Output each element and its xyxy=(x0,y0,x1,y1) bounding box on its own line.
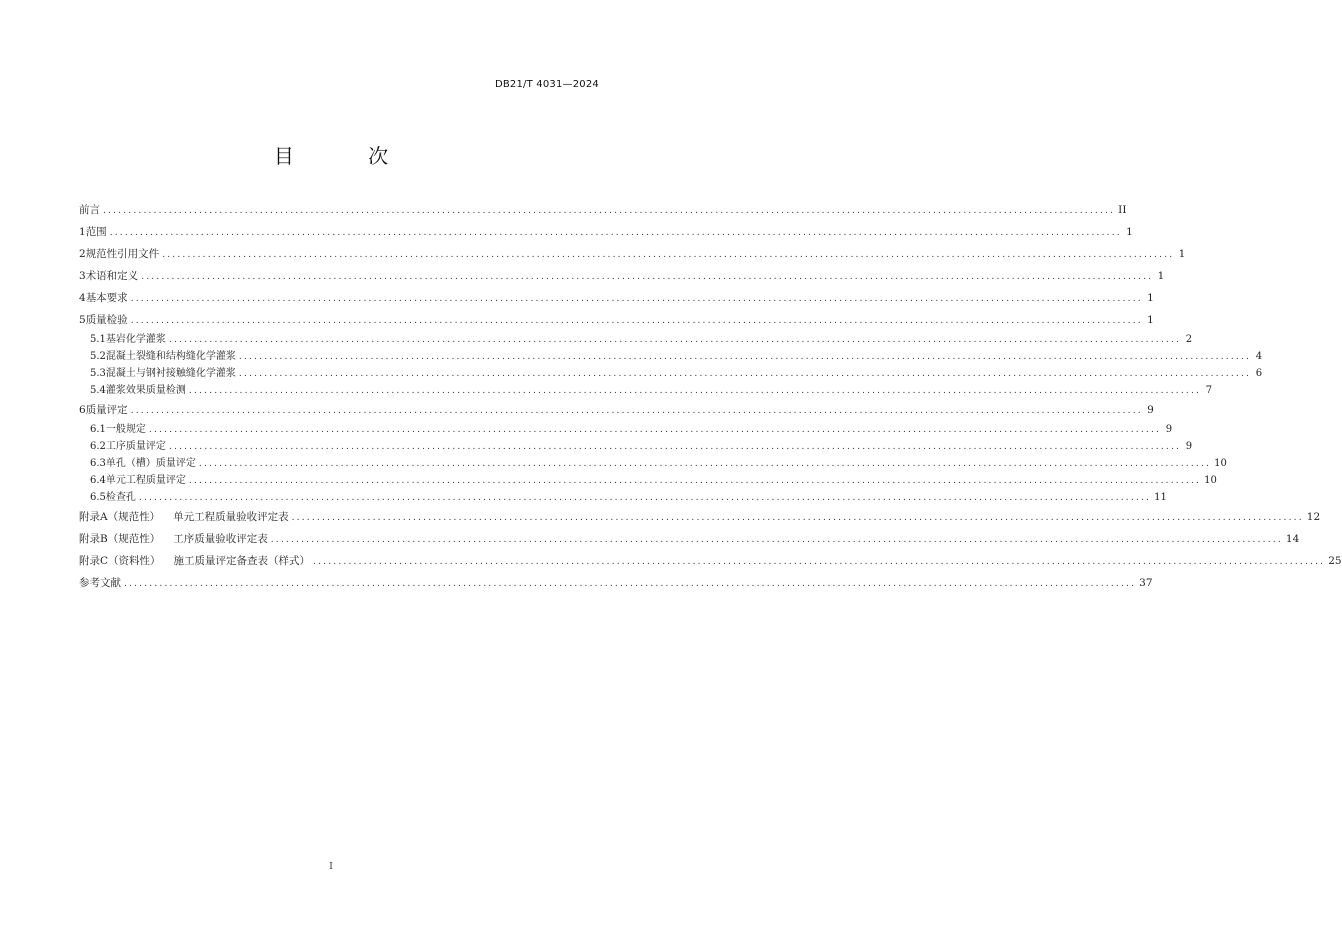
toc-entry-label: 灌浆效果质量检测 xyxy=(105,385,186,396)
toc-entry-page: 1 xyxy=(1147,314,1154,326)
toc-entry-page: 1 xyxy=(1147,292,1154,304)
toc-entry-number: 附录A（规范性） xyxy=(79,511,161,523)
toc-entry-page: II xyxy=(1118,204,1127,216)
toc-entry-number: 附录B（规范性） xyxy=(79,533,161,545)
table-of-contents xyxy=(79,199,1342,594)
toc-entry[interactable] xyxy=(79,221,1133,243)
toc-entry[interactable] xyxy=(79,489,1167,506)
toc-entry-label: 范围 xyxy=(85,226,107,238)
toc-entry-number: 5 xyxy=(79,314,86,326)
toc-entry[interactable] xyxy=(79,382,1213,399)
toc-entry[interactable] xyxy=(79,572,1153,594)
toc-entry-page: 1 xyxy=(1126,226,1133,238)
toc-entry-number: 5.2 xyxy=(90,351,106,362)
toc-entry[interactable] xyxy=(79,243,1186,265)
toc-entry[interactable] xyxy=(79,528,1300,550)
toc-entry[interactable] xyxy=(79,399,1154,421)
toc-entry-label: 质量评定 xyxy=(85,404,128,416)
toc-entry-label: 规范性引用文件 xyxy=(85,248,160,260)
toc-entry-page: 2 xyxy=(1185,334,1193,345)
page-title: 目 次 xyxy=(273,144,423,168)
dot-leader: ........................................................................................................................................................................................................ xyxy=(130,316,1143,326)
dot-leader: ........................................................................................................................................................................................................ xyxy=(141,272,1154,282)
toc-entry-number: 5.3 xyxy=(90,368,106,379)
toc-entry-label: 一般规定 xyxy=(105,424,146,435)
toc-entry[interactable] xyxy=(79,506,1321,528)
page-number: I xyxy=(329,862,333,872)
toc-entry-number: 2 xyxy=(79,248,86,260)
toc-entry-label: 参考文献 xyxy=(79,577,121,589)
toc-entry-number: 6 xyxy=(79,404,86,416)
toc-entry-page: 25 xyxy=(1328,555,1342,567)
toc-entry[interactable] xyxy=(79,199,1127,221)
toc-entry-number: 6.5 xyxy=(90,492,106,503)
dot-leader: ........................................................................................................................................................................................................ xyxy=(162,250,1175,260)
toc-entry-label: 检查孔 xyxy=(105,492,136,503)
dot-leader: ........................................................................................................................................................................................................ xyxy=(313,557,1326,567)
toc-entry-label: 单元工程质量验收评定表 xyxy=(173,511,289,523)
dot-leader: ........................................................................................................................................................................................................ xyxy=(138,493,1152,503)
dot-leader: ........................................................................................................................................................................................................ xyxy=(130,294,1143,304)
toc-entry[interactable] xyxy=(79,348,1263,365)
toc-entry-page: 37 xyxy=(1139,577,1153,589)
dot-leader: ........................................................................................................................................................................................................ xyxy=(148,425,1162,435)
toc-entry[interactable] xyxy=(79,421,1173,438)
toc-entry-label: 术语和定义 xyxy=(85,270,139,282)
toc-entry-page: 10 xyxy=(1214,458,1227,469)
toc-entry-page: 4 xyxy=(1255,351,1263,362)
dot-leader: ........................................................................................................................................................................................................ xyxy=(109,228,1122,238)
toc-entry[interactable] xyxy=(79,550,1342,572)
toc-entry-page: 6 xyxy=(1255,368,1263,379)
dot-leader: ........................................................................................................................................................................................................ xyxy=(168,442,1182,452)
toc-entry-label: 混凝土与钢衬接触缝化学灌浆 xyxy=(105,368,236,379)
toc-entry-page: 1 xyxy=(1178,248,1186,260)
dot-leader: ........................................................................................................................................................................................................ xyxy=(103,206,1116,216)
toc-entry-label: 工序质量验收评定表 xyxy=(173,533,268,545)
toc-entry-number: 5.1 xyxy=(90,334,106,345)
dot-leader: ........................................................................................................................................................................................................ xyxy=(130,406,1143,416)
dot-leader: ........................................................................................................................................................................................................ xyxy=(168,335,1182,345)
toc-entry[interactable] xyxy=(79,331,1193,348)
toc-entry-label: 混凝土裂缝和结构缝化学灌浆 xyxy=(105,351,236,362)
toc-entry-number: 6.4 xyxy=(90,475,106,486)
dot-leader: ........................................................................................................................................................................................................ xyxy=(188,476,1202,486)
toc-entry-label: 基本要求 xyxy=(85,292,128,304)
toc-entry-label: 施工质量评定备查表（样式） xyxy=(173,555,311,567)
dot-leader: ........................................................................................................................................................................................................ xyxy=(291,513,1304,523)
dot-leader: ........................................................................................................................................................................................................ xyxy=(238,352,1252,362)
toc-entry-number: 6.3 xyxy=(90,458,106,469)
toc-entry-page: 7 xyxy=(1205,385,1213,396)
toc-entry-label: 工序质量评定 xyxy=(105,441,166,452)
toc-entry-label: 单孔（槽）质量评定 xyxy=(105,458,196,469)
document-code: DB21/T 4031—2024 xyxy=(494,79,599,90)
dot-leader: ........................................................................................................................................................................................................ xyxy=(188,386,1202,396)
toc-entry-number: 6.1 xyxy=(90,424,106,435)
dot-leader: ........................................................................................................................................................................................................ xyxy=(238,369,1252,379)
toc-entry-number: 6.2 xyxy=(90,441,106,452)
toc-entry-label: 前言 xyxy=(79,204,100,216)
toc-entry-page: 10 xyxy=(1204,475,1217,486)
toc-entry-page: 14 xyxy=(1285,533,1300,545)
toc-entry[interactable] xyxy=(79,455,1227,472)
toc-entry-number: 3 xyxy=(79,270,86,282)
toc-entry-number: 5.4 xyxy=(90,385,106,396)
toc-entry-page: 12 xyxy=(1306,511,1321,523)
toc-entry-number: 附录C（资料性） xyxy=(79,555,161,567)
toc-entry-label: 基岩化学灌浆 xyxy=(105,334,166,345)
toc-entry-page: 9 xyxy=(1165,424,1173,435)
toc-entry[interactable] xyxy=(79,287,1154,309)
toc-entry-page: 1 xyxy=(1157,270,1165,282)
toc-entry-number: 4 xyxy=(79,292,86,304)
dot-leader: ........................................................................................................................................................................................................ xyxy=(124,579,1137,589)
toc-entry[interactable] xyxy=(79,472,1217,489)
dot-leader: ........................................................................................................................................................................................................ xyxy=(270,535,1283,545)
toc-entry[interactable] xyxy=(79,438,1193,455)
dot-leader: ........................................................................................................................................................................................................ xyxy=(198,459,1212,469)
toc-entry-label: 质量检验 xyxy=(85,314,128,326)
toc-entry-page: 11 xyxy=(1154,492,1167,503)
toc-entry[interactable] xyxy=(79,309,1154,331)
toc-entry-page: 9 xyxy=(1185,441,1193,452)
toc-entry-label: 单元工程质量评定 xyxy=(105,475,186,486)
toc-entry-page: 9 xyxy=(1147,404,1154,416)
toc-entry-number: 1 xyxy=(79,226,86,238)
toc-entry[interactable] xyxy=(79,365,1263,382)
toc-entry[interactable] xyxy=(79,265,1165,287)
